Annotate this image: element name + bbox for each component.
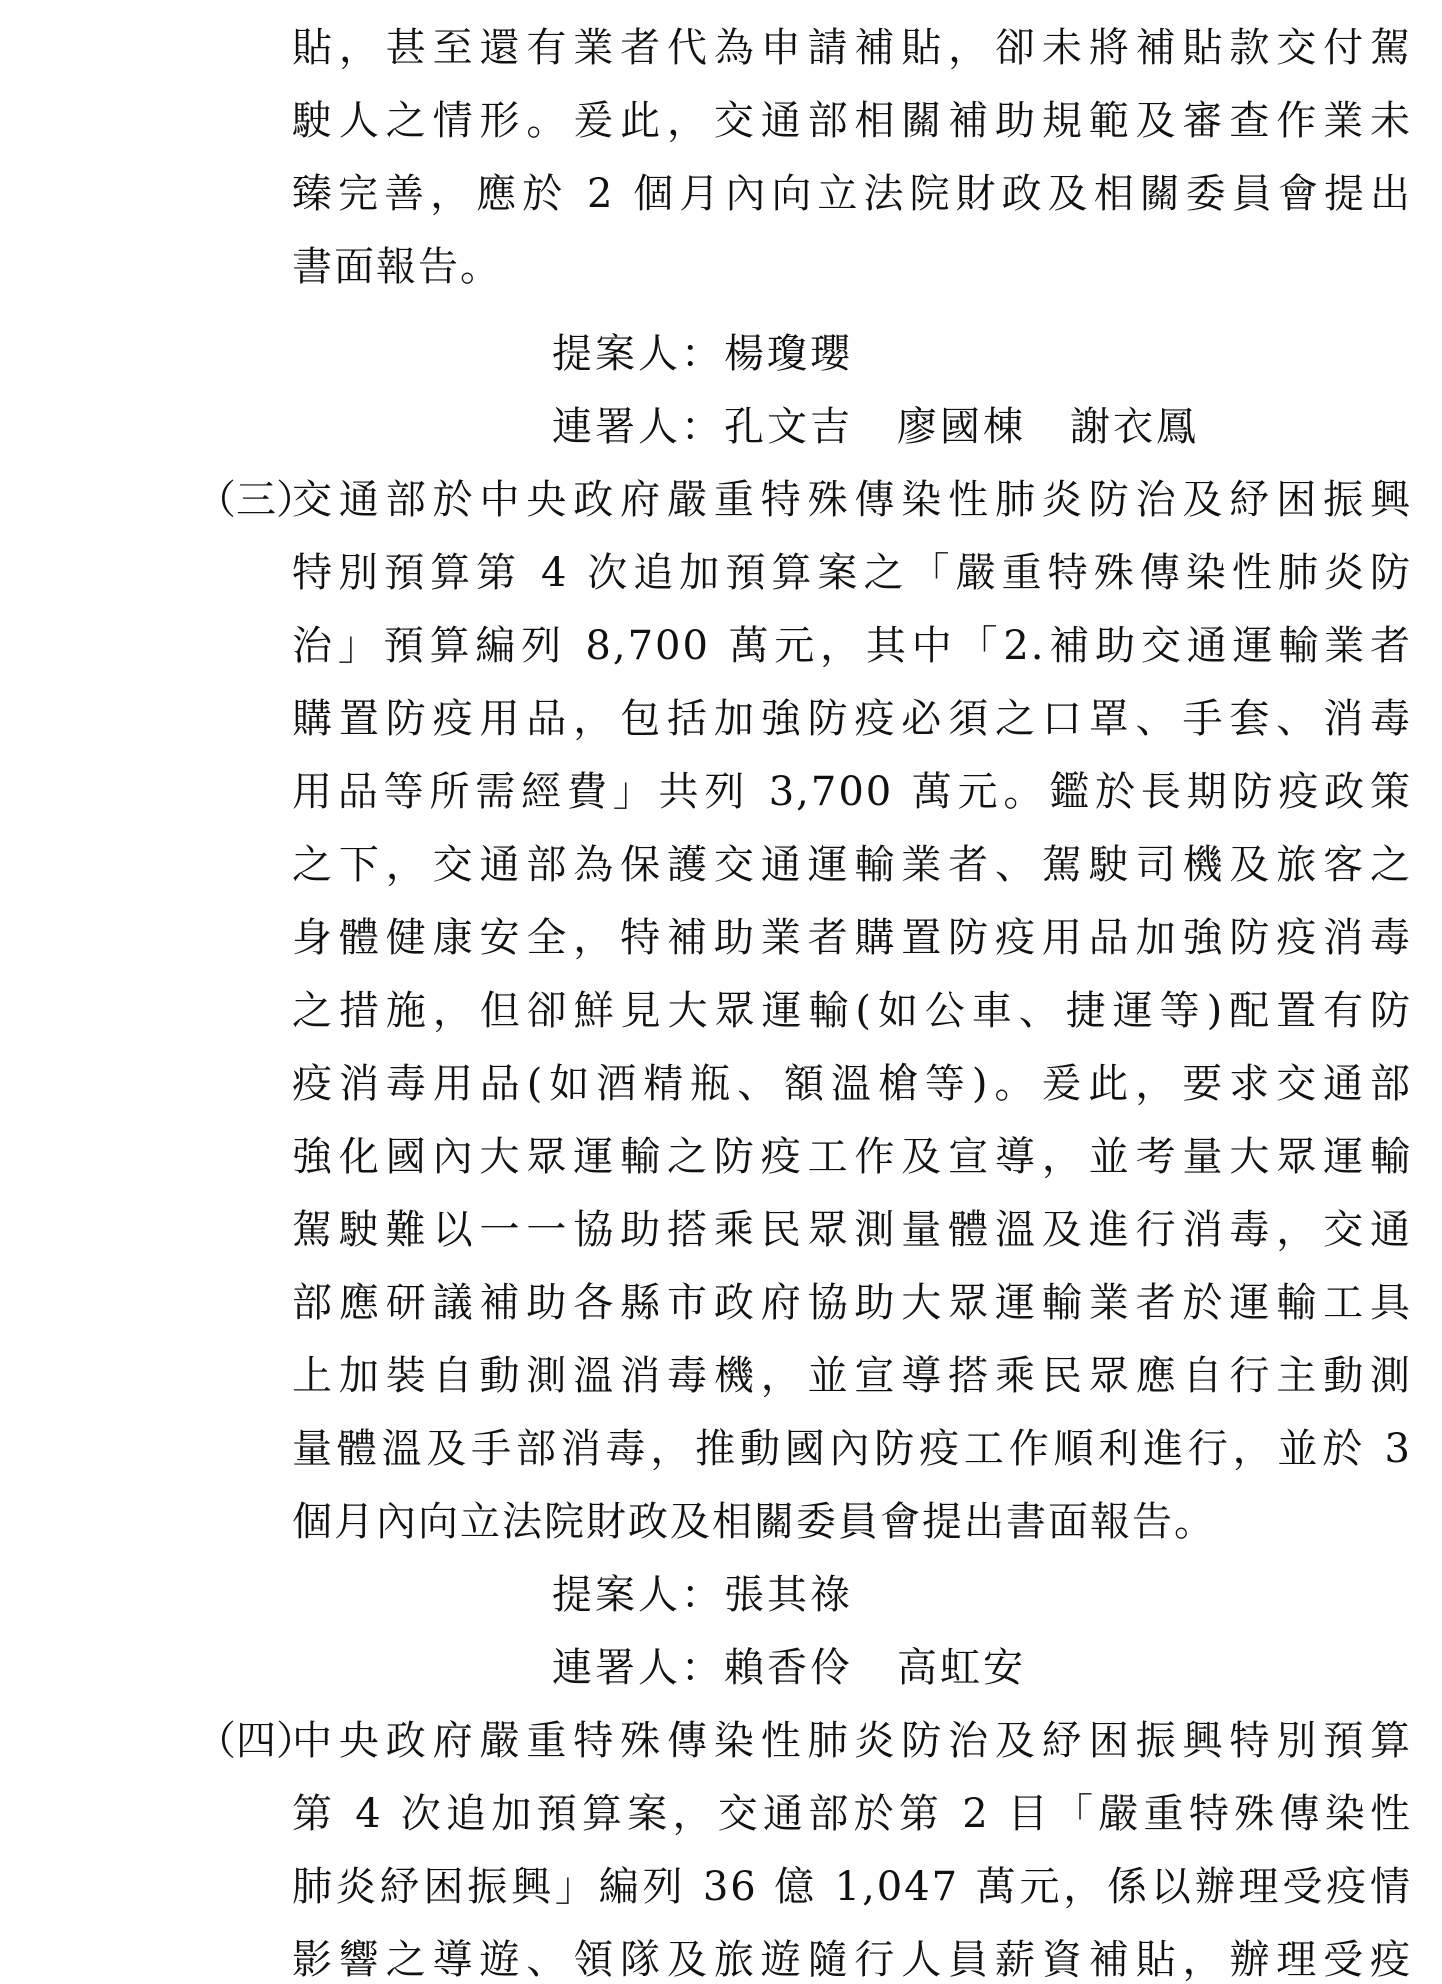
proposer-label: 提案人：	[552, 331, 724, 377]
item-line: 量體溫及手部消毒，推動國內防疫工作順利進行，並於 3	[292, 1426, 1412, 1472]
item-line: 駕駛難以一一協助搭乘民眾測量體溫及進行消毒，交通	[292, 1207, 1412, 1253]
item-line: 之措施，但卻鮮見大眾運輸(如公車、捷運等)配置有防	[292, 988, 1412, 1034]
cosigner-label: 連署人：	[552, 1645, 724, 1691]
item-line: 特別預算第 4 次追加預算案之「嚴重特殊傳染性肺炎防	[292, 550, 1412, 596]
cosigner-name: 孔文吉	[724, 404, 853, 450]
proposer-line	[552, 1571, 853, 1619]
proposer-label: 提案人：	[552, 1572, 724, 1618]
item-line: 肺炎紓困振興」編列 36 億 1,047 萬元，係以辦理受疫情	[292, 1864, 1412, 1910]
item-line: 身體健康安全，特補助業者購置防疫用品加強防疫消毒	[292, 915, 1412, 961]
paragraph-line: 駛人之情形。爰此，交通部相關補助規範及審查作業未	[292, 98, 1412, 144]
item-line: 個月內向立法院財政及相關委員會提出書面報告。	[292, 1499, 1216, 1545]
cosigner-name: 廖國棟	[897, 404, 1026, 450]
paragraph-line: 貼，甚至還有業者代為申請補貼，卻未將補貼款交付駕	[292, 25, 1412, 71]
item-line: 購置防疫用品，包括加強防疫必須之口罩、手套、消毒	[292, 696, 1412, 742]
item-marker: （三）	[196, 477, 316, 523]
item-line: 疫消毒用品(如酒精瓶、額溫槍等)。爰此，要求交通部	[292, 1061, 1412, 1107]
item-marker: （四）	[196, 1718, 316, 1764]
cosigner-name: 謝衣鳳	[1070, 404, 1199, 450]
paragraph-line: 臻完善，應於 2 個月內向立法院財政及相關委員會提出	[292, 171, 1412, 217]
cosigner-name: 賴香伶	[724, 1645, 853, 1691]
paragraph-line: 書面報告。	[292, 244, 502, 290]
item-line: 之下，交通部為保護交通運輸業者、駕駛司機及旅客之	[292, 842, 1412, 888]
cosigner-label: 連署人：	[552, 404, 724, 450]
item-line: 用品等所需經費」共列 3,700 萬元。鑑於長期防疫政策	[292, 769, 1412, 815]
item-line: 上加裝自動測溫消毒機，並宣導搭乘民眾應自行主動測	[292, 1353, 1412, 1399]
item-line: 第 4 次追加預算案，交通部於第 2 目「嚴重特殊傳染性	[292, 1791, 1412, 1837]
item-line: 治」預算編列 8,700 萬元，其中「2.補助交通運輸業者	[292, 623, 1412, 669]
proposer-line	[552, 330, 853, 378]
cosigner-line	[552, 1644, 1026, 1692]
cosigner-name: 高虹安	[897, 1645, 1026, 1691]
item-line: 影響之導遊、領隊及旅遊隨行人員薪資補貼，辦理受疫	[292, 1937, 1412, 1983]
cosigner-line	[552, 403, 1199, 451]
item-line: 部應研議補助各縣市政府協助大眾運輸業者於運輸工具	[292, 1280, 1412, 1326]
item-first-line: 中央政府嚴重特殊傳染性肺炎防治及紓困振興特別預算	[292, 1718, 1412, 1764]
proposer-name: 楊瓊瓔	[724, 331, 853, 377]
item-first-line: 交通部於中央政府嚴重特殊傳染性肺炎防治及紓困振興	[292, 477, 1412, 523]
item-line: 強化國內大眾運輸之防疫工作及宣導，並考量大眾運輸	[292, 1134, 1412, 1180]
proposer-name: 張其祿	[724, 1572, 853, 1618]
